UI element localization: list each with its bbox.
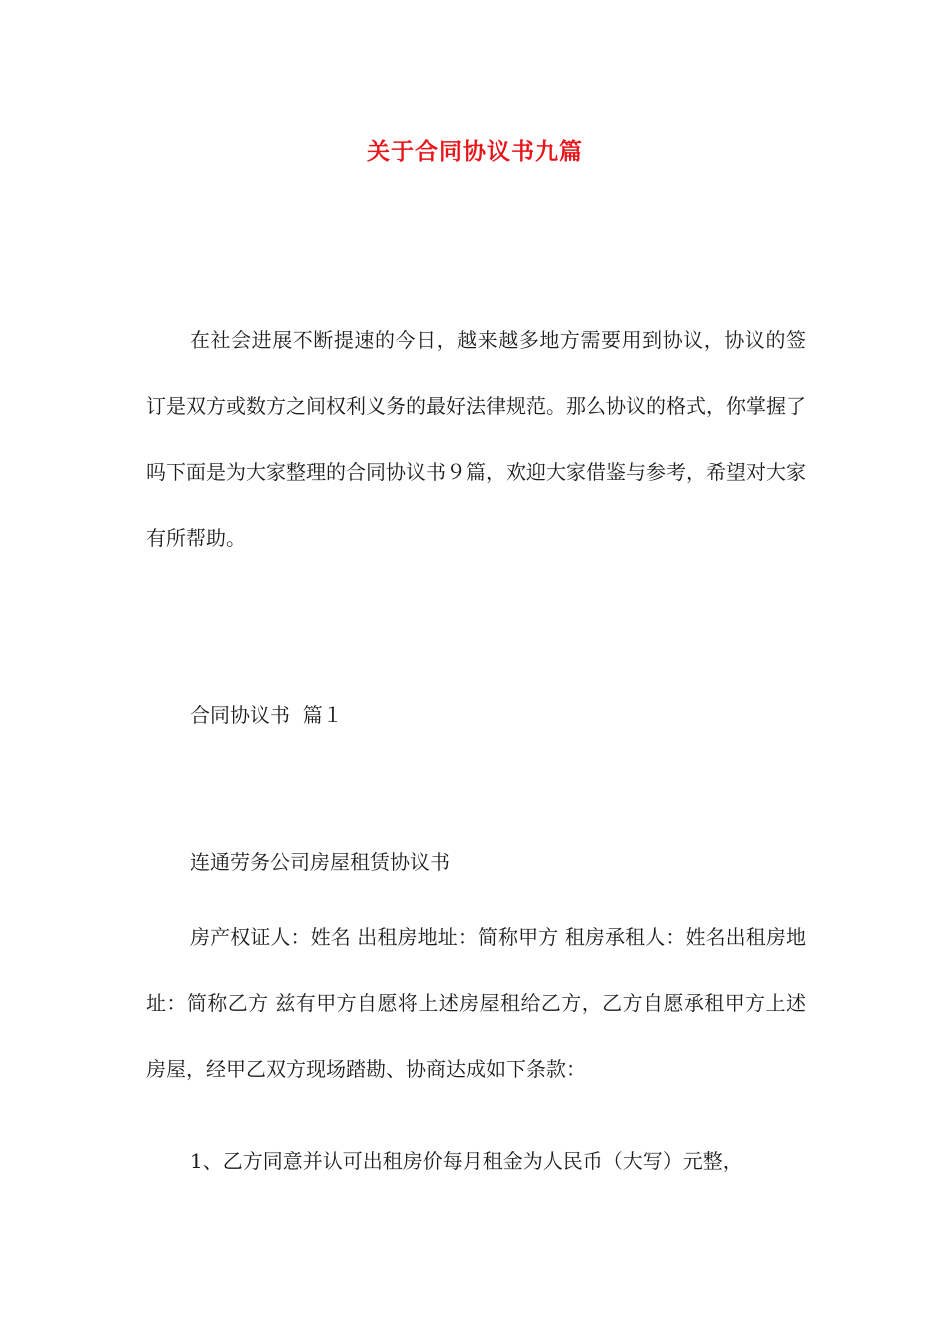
section-heading: 合同协议书 篇１ xyxy=(190,703,343,727)
document-title: 关于合同协议书九篇 xyxy=(367,139,583,165)
contract-title: 连通劳务公司房屋租赁协议书 xyxy=(190,850,450,874)
intro-paragraph: 在社会进展不断提速的今日，越来越多地方需要用到协议，协议的签订是双方或数方之间权利义务的最好法律规范。那么协议的格式，你掌握了吗下面是为大家整理的合同协议书９篇，欢迎大家借鉴与参考，希望对大家有所帮助。 xyxy=(146,328,806,550)
clause-1: 1、乙方同意并认可出租房价每月租金为人民币（大写）元整， xyxy=(190,1149,743,1173)
parties-paragraph: 房产权证人：姓名 出租房地址：简称甲方 租房承租人：姓名出租房地址：简称乙方 兹有甲方自愿将上述房屋租给乙方，乙方自愿承租甲方上述房屋，经甲乙双方现场踏勘、协商达成如下条款： xyxy=(146,925,806,1081)
